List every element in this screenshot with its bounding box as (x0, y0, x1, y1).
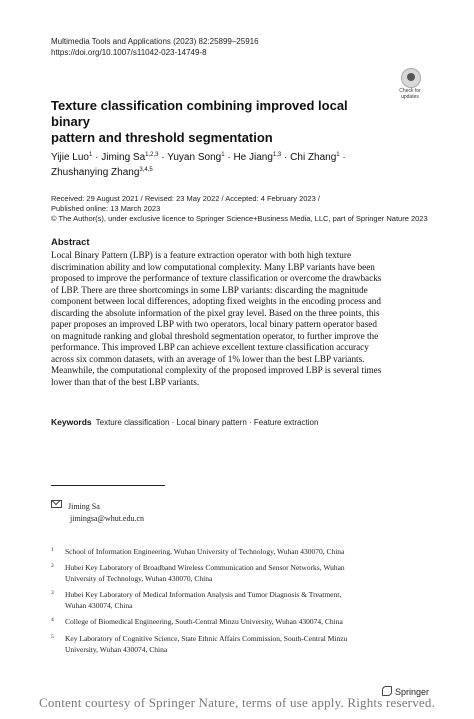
affiliation-number: 2 (51, 563, 54, 569)
abstract-line: across six common datasets, with an average of 1% lower than the best LBP variants. (51, 353, 365, 364)
author-affil: 1 (336, 152, 340, 158)
author-name[interactable]: Jiming Sa (101, 152, 146, 163)
author-affil: 1 (221, 152, 225, 158)
publication-dates (51, 194, 428, 224)
author-list (51, 150, 381, 180)
affiliation-number: 5 (51, 634, 54, 640)
footer-notice: Content courtesy of Springer Nature, terms of use apply. Rights reserved. (38, 695, 436, 710)
paper-title (51, 98, 371, 146)
abstract-line: lower than that of the best LBP variants. (51, 376, 200, 387)
keywords-text: Texture classification · Local binary pattern · Feature extraction (95, 418, 319, 427)
author-affil: 1 (89, 152, 93, 158)
corresponding-author (51, 500, 144, 525)
author-name[interactable]: He Jiang (233, 152, 273, 163)
abstract-line: paper proposes an improved LBP with two operators, local binary pattern operator based (51, 319, 377, 329)
dates-line2: Published online: 13 March 2023 (51, 204, 161, 213)
badge-line1: Check for (399, 88, 421, 94)
author-separator: · (342, 152, 346, 163)
check-for-updates-icon (401, 68, 421, 88)
abstract-line: Meanwhile, the computational complexity of the proposed improved LBP is several times (51, 365, 382, 375)
author-affil: 1,3 (272, 152, 282, 158)
affiliation-item (51, 590, 411, 611)
affiliation-number: 1 (51, 547, 54, 553)
affiliation-text: College of Biomedical Engineering, South-Central Minzu University, Wuhan 430074, China (65, 617, 343, 626)
affiliation-number: 3 (51, 590, 54, 596)
title-line2: pattern and threshold segmentation (51, 130, 273, 145)
author-name[interactable]: Yuyan Song (167, 152, 222, 163)
author-name[interactable]: Zhushanying Zhang (51, 167, 140, 178)
envelope-icon (51, 500, 62, 508)
author-name[interactable]: Yijie Luo (51, 152, 89, 163)
abstract-line: discrimination ability and low computational complexity. Many LBP variants have been (51, 261, 375, 272)
author-separator: · (95, 152, 99, 163)
author-affil: 3,4,5 (139, 167, 153, 173)
abstract-line: performance. This improved LBP can achieve excellent texture classification accuracy (51, 342, 369, 352)
dates-line1: Received: 29 August 2021 / Revised: 23 May 2022 / Accepted: 4 February 2023 / (51, 194, 320, 203)
affiliation-text: Hubei Key Laboratory of Medical Information Analysis and Tumor Diagnosis & Treatment, (65, 590, 342, 599)
affiliation-text: Key Laboratory of Cognitive Science, State Ethnic Affairs Commission, South-Central Minzu (65, 634, 348, 643)
author-name[interactable]: Chi Zhang (290, 152, 337, 163)
publisher-name: Springer (395, 687, 430, 697)
title-line1: Texture classification combining improved local binary (51, 98, 348, 129)
affiliation-text: Hubei Key Laboratory of Broadband Wireless Communication and Sensor Networks, Wuhan (65, 563, 345, 572)
contact-email[interactable]: jimingsa@whut.edu.cn (70, 514, 145, 523)
affiliation-text: University of Technology, Wuhan 430070, China (65, 573, 213, 583)
abstract-body (51, 250, 427, 388)
author-separator: · (284, 152, 288, 163)
affiliation-text: University, Wuhan 430074, China (65, 644, 168, 654)
author-separator: · (161, 152, 165, 163)
affiliation-item (51, 547, 411, 558)
abstract-line: of LBP. There are three shortcomings in some LBP variants: discarding the magnitude (51, 284, 368, 295)
badge-line2: updates (401, 94, 419, 100)
author-affil: 1,2,3 (145, 152, 159, 158)
affiliation-item (51, 617, 411, 628)
abstract-line: Local Binary Pattern (LBP) is a feature extraction operator with both high texture (51, 250, 352, 260)
keywords (51, 417, 318, 427)
abstract-line: proposed to improve the performance of texture classification or overcome the drawbacks (51, 273, 382, 283)
abstract-heading: Abstract (51, 237, 90, 248)
author-separator: · (227, 152, 231, 163)
abstract-line: on magnitude ranking and global threshold segmentation operator, to further improve the (51, 330, 379, 341)
affiliation-text: Wuhan 430074, China (65, 600, 133, 610)
keywords-label: Keywords (51, 417, 92, 427)
affiliation-text: School of Information Engineering, Wuhan University of Technology, Wuhan 430070, China (65, 547, 345, 556)
copyright-line: © The Author(s), under exclusive licence to Springer Science+Business Media, LLC, part of Springer Nature 2023 (51, 214, 428, 223)
affiliation-number: 4 (51, 617, 54, 623)
abstract-line: discarding the absolute information of the pixel gray level. Based on the three points, this (51, 307, 380, 318)
contact-name: Jiming Sa (68, 502, 100, 511)
journal-header (51, 37, 259, 58)
journal-citation: Multimedia Tools and Applications (2023) 82:25899–25916 (51, 37, 259, 46)
check-for-updates-badge[interactable] (393, 66, 427, 102)
affiliation-item (51, 563, 411, 584)
abstract-line: component between local differences, adopting fixed weights in the encoding process and (51, 296, 381, 306)
footnote-divider (51, 485, 165, 486)
affiliation-item (51, 634, 411, 655)
doi-link[interactable]: https://doi.org/10.1007/s11042-023-14749-8 (51, 47, 207, 57)
